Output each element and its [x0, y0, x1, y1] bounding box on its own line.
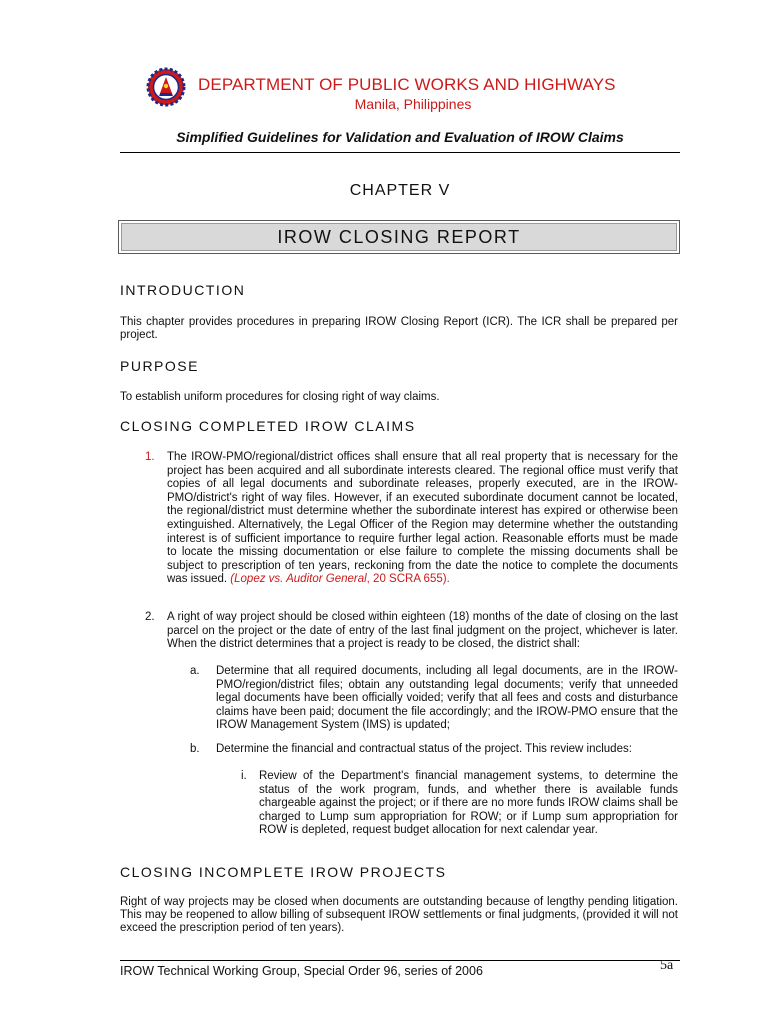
item-2b-label: b.: [190, 743, 200, 755]
item-2b-text: Determine the financial and contractual status of the project. This review includes:: [216, 743, 632, 755]
page-number: 5a: [660, 958, 674, 973]
item-1-text: [167, 451, 678, 587]
closing-incomplete-body: Right of way projects may be closed when documents are outstanding because of lengthy pending litigation. This may be reopened to allow billing of subsequent IROW settlements or final judgments, (provided it will not exceed the prescription period of ten years).: [120, 896, 678, 934]
item-1-citation: [230, 573, 449, 585]
item-2a-label: a.: [190, 665, 200, 677]
closing-incomplete-heading: CLOSING INCOMPLETE IROW PROJECTS: [120, 864, 447, 880]
introduction-body: This chapter provides procedures in preparing IROW Closing Report (ICR). The ICR shall be prepared per project.: [120, 316, 678, 341]
item-2bi-label: i.: [241, 770, 247, 782]
item-2-number: 2.: [145, 611, 155, 623]
item-1-citation-ref: , 20 SCRA 655).: [366, 573, 450, 586]
purpose-body: To establish uniform procedures for closing right of way claims.: [120, 391, 440, 403]
item-1-citation-case: (Lopez vs. Auditor General: [230, 573, 367, 586]
chapter-label: CHAPTER V: [349, 182, 451, 199]
closing-completed-heading: CLOSING COMPLETED IROW CLAIMS: [120, 418, 416, 434]
chapter-title: IROW CLOSING REPORT: [277, 227, 521, 247]
item-2a-text: Determine that all required documents, including all legal documents, are in the IROW-PMO/region/district files; obtain any outstanding legal documents; verify that unneeded legal documents have been officially voided; verify that all fees and costs and disturbance claims have been paid; document the file accordingly; and the IROW-PMO ensure that the IROW Management System (IMS) is updated;: [216, 665, 678, 732]
introduction-heading: INTRODUCTION: [120, 282, 246, 298]
department-name: DEPARTMENT OF PUBLIC WORKS AND HIGHWAYS: [198, 75, 616, 94]
document-subtitle: Simplified Guidelines for Validation and Evaluation of IROW Claims: [176, 129, 624, 145]
item-2bi-text: Review of the Department's financial management systems, to determine the status of the work program, funds, and whether there is available funds chargeable against the project; or if there are no more funds IROW claims shall be charged to Lump sum appropriation for ROW; or if Lump sum appropriation for ROW is depleted, request budget allocation for next calendar year.: [259, 770, 678, 837]
chapter-title-banner: [118, 220, 680, 254]
item-1-body: The IROW-PMO/regional/district offices shall ensure that all real property that is necessary for the project has been acquired and all subordinate interests cleared. The regional office must verify that copies of all legal documents and subordinate releases, properly executed, are in the IROW-PMO/district's right of way files. However, if an executed subordinate document cannot be located, the regional/district must determine whether the subordinate interest has expired or otherwise been extinguished. Alternatively, the Legal Officer of the Region may determine whether the outstanding interest is of sufficient importance to require further legal action. Reasonable efforts must be made to locate the missing documentation or else failure to complete the missing documents shall be subject to prescription of ten years, reckoning from the date the notice to complete the documents was issued.: [167, 451, 678, 586]
purpose-heading: PURPOSE: [120, 358, 199, 374]
footer-text: IROW Technical Working Group, Special Order 96, series of 2006: [120, 964, 483, 978]
item-2-text: A right of way project should be closed within eighteen (18) months of the date of closing on the last parcel on the project or the date of entry of the last final judgment on the project, whichever is later. When the district determines that a project is ready to be closed, the district shall:: [167, 611, 678, 651]
header-divider: [120, 152, 680, 153]
footer-divider: [120, 960, 680, 961]
item-1-number: 1.: [145, 451, 155, 463]
department-location: Manila, Philippines: [354, 96, 472, 112]
